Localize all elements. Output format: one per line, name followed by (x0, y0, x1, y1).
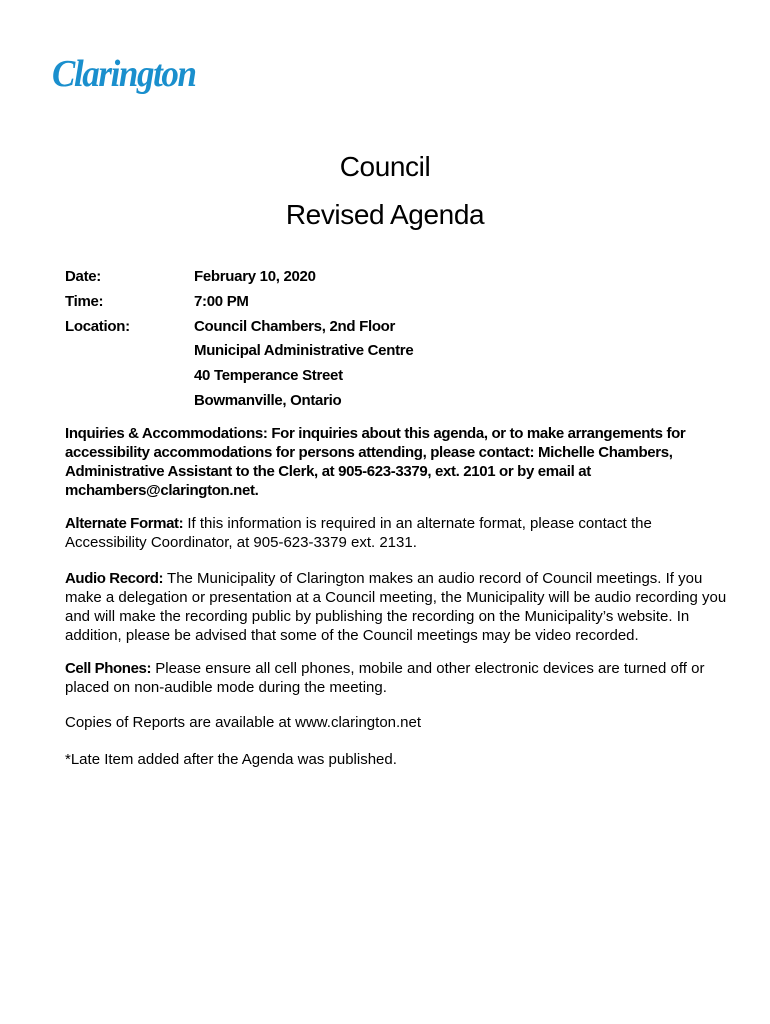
agenda-title (0, 143, 770, 239)
title-council: Council (339, 151, 431, 182)
date-row (65, 265, 413, 290)
location-row-3 (65, 364, 413, 389)
title-revised-agenda: Revised Agenda (285, 199, 485, 230)
time-row (65, 290, 413, 315)
inquiries-paragraph: Inquiries & Accommodations: For inquiries about this agenda, or to make arrangements for accessibility accommodations for persons attending, please contact: Michelle Chambers, Administrative Assistant to the Clerk, at 905-623-3379, ext. 2101 or by email at mchambers@clarington.net. (65, 425, 686, 499)
location-label: Location: (65, 317, 130, 335)
audio-record-paragraph (65, 569, 730, 645)
time-value: 7:00 PM (194, 292, 249, 310)
location-row (65, 315, 413, 340)
location-line-1: Council Chambers, 2nd Floor (194, 317, 396, 335)
location-line-3: 40 Temperance Street (194, 367, 343, 385)
location-row-2 (65, 339, 413, 364)
cell-phones-paragraph (65, 659, 730, 697)
time-label: Time: (65, 292, 104, 310)
date-label: Date: (65, 268, 102, 285)
alternate-format-lead: Alternate Format: (65, 515, 184, 532)
location-line-2: Municipal Administrative Centre (194, 342, 414, 360)
audio-record-text: The Municipality of Clarington makes an audio record of Council meetings. If you make a delegation or presentation at a Council meeting, the Municipality will be audio recording you and will make the recording public by publishing the recording on the Municipality’s website. In addition, please be advised that some of the Council meetings may be video recorded. (65, 570, 727, 644)
location-row-4 (65, 389, 413, 414)
copies-paragraph: Copies of Reports are available at www.clarington.net (65, 714, 422, 731)
late-item-note: *Late Item added after the Agenda was published. (65, 751, 397, 768)
location-line-4: Bowmanville, Ontario (194, 391, 342, 409)
audio-record-lead: Audio Record: (65, 570, 164, 587)
cell-phones-text: Please ensure all cell phones, mobile and other electronic devices are turned off or placed on non-audible mode during the meeting. (65, 660, 705, 696)
meeting-details (65, 265, 413, 414)
date-value: February 10, 2020 (194, 268, 316, 285)
cell-phones-lead: Cell Phones: (65, 660, 152, 677)
clarington-logo: Clarington (52, 53, 196, 95)
alternate-format-paragraph (65, 514, 730, 552)
alternate-format-text: If this information is required in an alternate format, please contact the Accessibility Coordinator, at 905-623-3379 ext. 2131. (65, 515, 652, 551)
